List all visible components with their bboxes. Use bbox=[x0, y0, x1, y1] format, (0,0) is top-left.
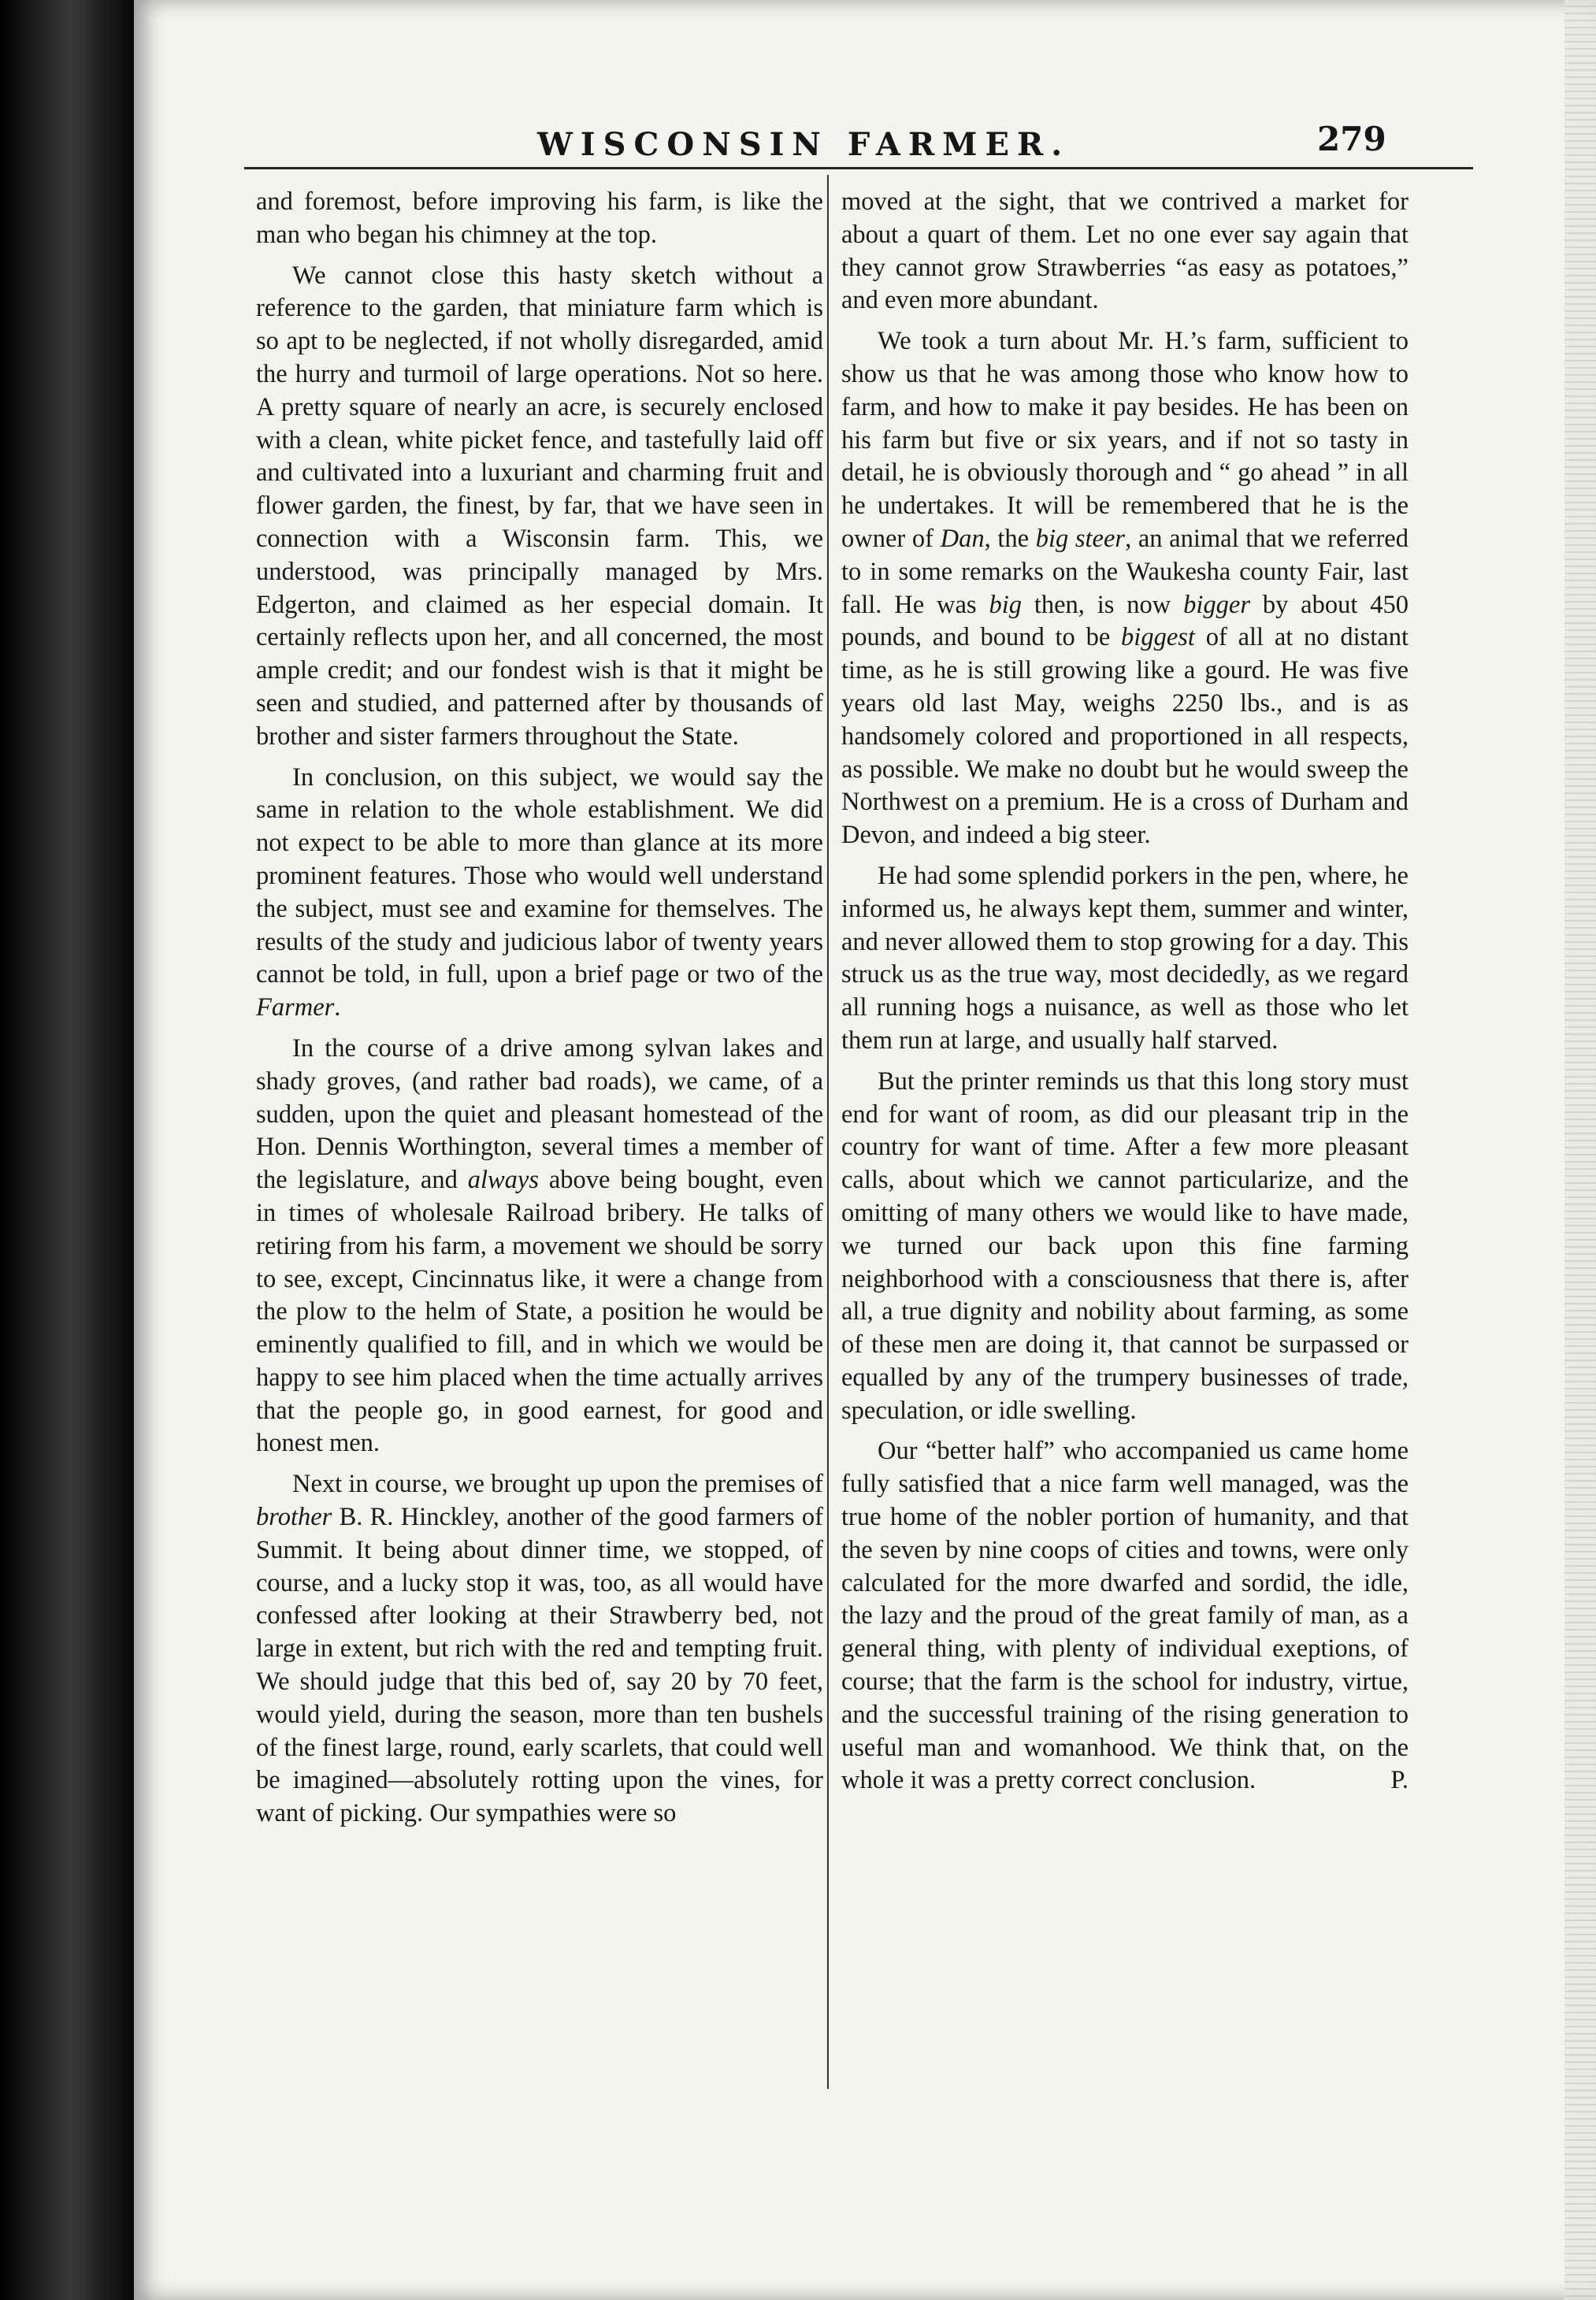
text-run: then, is now bbox=[1021, 590, 1184, 619]
header-rule bbox=[244, 167, 1473, 169]
paragraph bbox=[256, 1468, 823, 1831]
text-run: , the bbox=[984, 524, 1036, 553]
italic-run: bigger bbox=[1183, 590, 1250, 619]
right-column bbox=[841, 186, 1409, 1805]
italic-run: Dan bbox=[940, 524, 985, 553]
page-number: 279 bbox=[1317, 120, 1386, 158]
text-run: . bbox=[334, 993, 341, 1022]
column-divider bbox=[827, 175, 829, 2089]
text-run: by about 450 pounds, and bound to be bbox=[841, 590, 1409, 652]
text-run: We took a turn about Mr. H.’s farm, sufficient to show us that he was among those who know how to farm, and how to make it pay besides. He has been on his farm but five or six years, and if not so tasty in detail, he is obviously thorough and “ go ahead ” in all he undertakes. It will be remembered that he is the owner of bbox=[841, 327, 1409, 553]
running-head bbox=[134, 0, 1596, 189]
italic-run: Farmer bbox=[256, 993, 335, 1022]
paragraph: We cannot close this hasty sketch without a reference to the garden, that miniature farm which is so apt to be neglected, if not wholly disregarded, amid the hurry and turmoil of large operations. Not so here. A pretty square of nearly an acre, is securely enclosed with a clean, white picket fence, and tastefully laid off and cultivated into a luxuriant and charming fruit and flower garden, the finest, by far, that we have seen in connection with a Wisconsin farm. This, we understood, was principally managed by Mrs. Edgerton, and claimed as her especial domain. It certainly reflects upon her, and all concerned, the most ample credit; and our fondest wish is that it might be seen and studied, and patterned after by thousands of brother and sister farmers throughout the State. bbox=[256, 261, 823, 751]
paragraph: and foremost, before improving his farm, is like the man who began his chimney at the top. bbox=[256, 187, 823, 249]
text-run: of all at no distant time, as he is still growing like a gourd. He was five years old last May, weighs 2250 lbs., and is as handsomely colored and proportioned in all respects, as possible. We make no doubt but he would sweep the Northwest on a premium. He is a cross of Durham and Devon, and indeed a big steer. bbox=[841, 623, 1409, 850]
paragraph: But the printer reminds us that this long story must end for want of room, as did our pleasant trip in the country for want of time. After a few more pleasant calls, about which we cannot particularize, and the omitting of many others we would like to have made, we turned our back upon this fine farming neighborhood with a consciousness that there is, after all, a true dignity and nobility about farming, as some of these men are doing it, that cannot be surpassed or equalled by any of the trumpery businesses of trade, speculation, or idle swelling. bbox=[841, 1067, 1409, 1425]
paragraph bbox=[256, 1033, 823, 1460]
signature: P. bbox=[1390, 1766, 1409, 1795]
paragraph bbox=[841, 325, 1409, 852]
paragraph bbox=[841, 1435, 1409, 1797]
italic-run: biggest bbox=[1121, 623, 1195, 652]
italic-run: big steer bbox=[1035, 524, 1126, 553]
text-run: above being bought, even in times of wholesale Railroad bribery. He talks of retiring from his farm, a movement we should be sorry to see, except, Cincinnatus like, it were a change from the plow to the helm of State, a position he would be eminently qualified to fill, and in which we would be happy to see him placed when the time actually arrives that the people go, in good earnest, for good and honest men. bbox=[256, 1166, 824, 1458]
journal-title: WISCONSIN FARMER. bbox=[537, 126, 1071, 163]
italic-run: brother bbox=[256, 1503, 332, 1532]
italic-run: always bbox=[467, 1166, 539, 1195]
italic-run: big bbox=[989, 590, 1022, 619]
paragraph bbox=[256, 762, 823, 1025]
left-column bbox=[256, 186, 823, 1838]
text-run: Next in course, we brought up upon the premises of bbox=[292, 1470, 823, 1499]
text-run: In the course of a drive among sylvan lakes and shady groves, (and rather bad roads), we came, of a sudden, upon the quiet and pleasant homestead of the Hon. Dennis Worthington, several times a member of the legislature, and bbox=[256, 1033, 823, 1195]
text-run: B. R. Hinckley, another of the good farmers of Summit. It being about dinner time, we stopped, of course, and a lucky stop it was, too, as all would have confessed after looking at their Strawberry bed, not large in extent, but rich with the red and tempting fruit. We should judge that this bed of, say 20 by 70 feet, would yield, during the season, more than ten bushels of the finest large, round, early scarlets, that could well be imagined—absolutely rotting upon the vines, for want of picking. Our sympathies were so bbox=[256, 1503, 823, 1828]
text-run: In conclusion, on this subject, we would say the same in relation to the whole establishment. We did not expect to be able to more than glance at its more prominent features. Those who would well understand the subject, must see and examine for themselves. The results of the study and judicious labor of twenty years cannot be told, in full, upon a brief page or two of the bbox=[256, 762, 823, 989]
paragraph: He had some splendid porkers in the pen, where, he informed us, he always kept them, summer and winter, and never allowed them to stop growing for a day. This struck us as the true way, most decidedly, as we regard all running hogs a nuisance, as well as those who let them run at large, and usually half starved. bbox=[841, 861, 1409, 1055]
page bbox=[134, 0, 1596, 2300]
text-run: , an animal that we referred to in some remarks on the Waukesha county Fair, last fall. He was bbox=[841, 524, 1409, 619]
text-run: Our “better half” who accompanied us came home fully satisfied that a nice farm well managed, was the true home of the nobler portion of humanity, and that the seven by nine coops of cities and towns, were only calculated for the more dwarfed and sordid, the idle, the lazy and the proud of the great family of man, as a general thing, with plenty of individual exeptions, of course; that the farm is the school for industry, virtue, and the successful training of the rising generation to useful man and womanhood. We think that, on the whole it was a pretty correct conclusion. bbox=[841, 1437, 1409, 1795]
page-edge bbox=[1564, 0, 1596, 2300]
paragraph: moved at the sight, that we contrived a market for about a quart of them. Let no one ever say again that they cannot grow Strawberries “as easy as potatoes,” and even more abundant. bbox=[841, 187, 1409, 315]
